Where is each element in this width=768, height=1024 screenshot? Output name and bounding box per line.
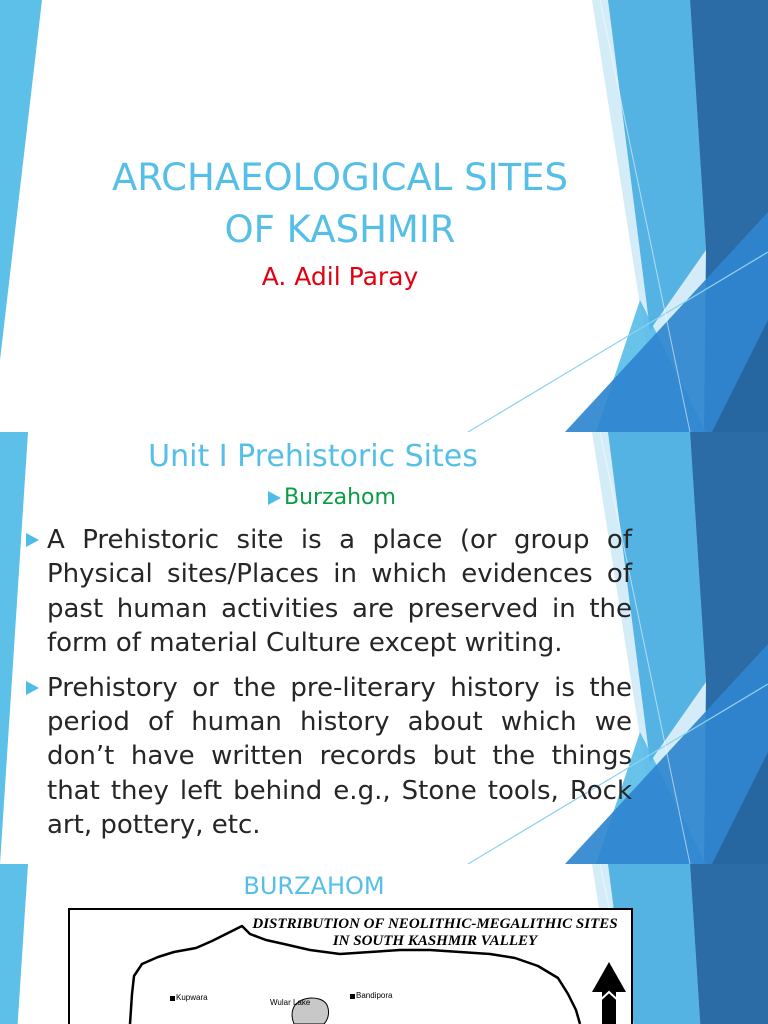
bullet-arrow-icon [26, 681, 39, 695]
presentation-title [40, 152, 640, 256]
site-distribution-map [68, 908, 633, 1024]
bullet-arrow-icon [26, 533, 39, 547]
map-title-line: IN SOUTH KASHMIR VALLEY [332, 933, 538, 949]
map-label-kupwara: Kupwara [176, 993, 208, 1002]
bullet-text: A Prehistoric site is a place (or group of Physical sites/Places in which evidences of past human activities are preserved in the form of material Culture except writing. [47, 525, 632, 659]
presentation-title-line: ARCHAEOLOGICAL SITES [111, 156, 569, 199]
site-marker-icon [170, 996, 175, 1001]
sub-bullet-burzahom [268, 485, 396, 511]
decor-left-sliver [0, 432, 28, 864]
slide-burzahom [0, 864, 768, 1024]
slide-prehistoric-sites [0, 432, 768, 864]
bullet-text: Prehistory or the pre-literary history is the period of human history about which we don’t have written records but the things that they left behind e.g., Stone tools, Rock art, pottery, etc. [47, 672, 632, 841]
author-name: A. Adil Paray [261, 262, 419, 291]
map-site-bandipora [350, 991, 392, 1001]
sub-bullet-label: Burzahom [284, 485, 396, 510]
map-label-bandipora: Bandipora [356, 991, 393, 1000]
presentation-title-line: OF KASHMIR [224, 208, 456, 251]
map-site-wular-lake [270, 998, 310, 1008]
site-marker-icon [350, 994, 355, 999]
bullet-item [47, 671, 632, 843]
map-site-kupwara [170, 993, 208, 1003]
map-title-line: DISTRIBUTION OF NEOLITHIC-MEGALITHIC SITES [252, 916, 618, 932]
north-arrow-icon [592, 962, 626, 1024]
slide-heading: Unit I Prehistoric Sites [148, 439, 478, 474]
slide-title [0, 0, 768, 432]
bullet-arrow-icon [268, 491, 281, 505]
decor-left-sliver [0, 0, 42, 360]
bullet-item [47, 523, 632, 661]
slide-heading: BURZAHOM [243, 872, 385, 900]
bullet-list [47, 523, 632, 853]
map-label-wular-lake: Wular Lake [270, 998, 311, 1007]
